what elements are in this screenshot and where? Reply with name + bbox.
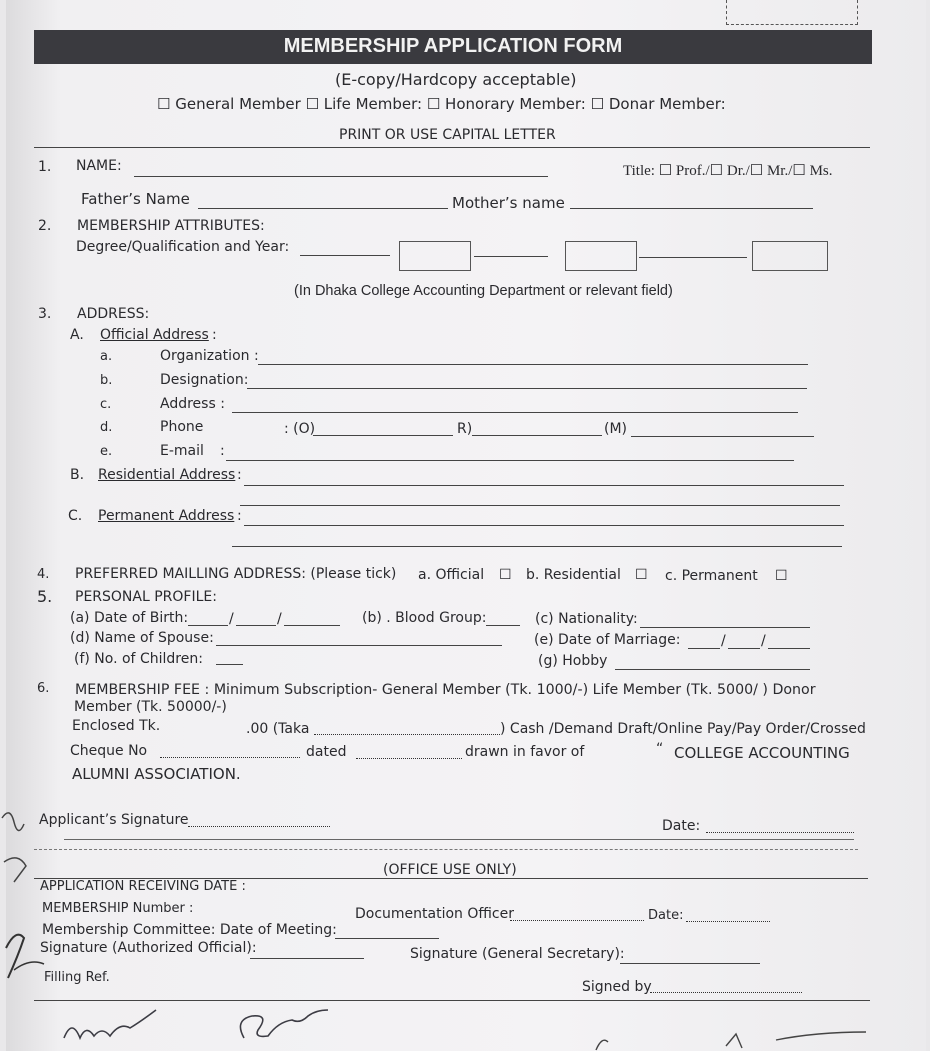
membership-number-label: MEMBERSHIP Number :: [42, 901, 194, 916]
cheque-number-field[interactable]: [160, 757, 300, 758]
item-letter: b.: [100, 373, 113, 388]
preferred-mailing-label: PREFERRED MAILLING ADDRESS: (Please tick): [75, 566, 397, 582]
phone-mobile-field[interactable]: [631, 436, 814, 437]
address-label: Address :: [160, 396, 225, 412]
form-subtitle: (E-copy/Hardcopy acceptable): [335, 70, 577, 89]
dob-day-field[interactable]: [188, 625, 228, 626]
photo-box: [726, 0, 858, 25]
phone-residence-label: R): [457, 421, 473, 437]
dob-year-field[interactable]: [284, 625, 340, 626]
colon: :: [237, 467, 242, 483]
degree-note: (In Dhaka College Accounting Department or relevant field): [294, 283, 673, 299]
colon: :: [237, 508, 242, 524]
dob-month-field[interactable]: [236, 625, 276, 626]
receiving-date-label: APPLICATION RECEIVING DATE :: [40, 879, 246, 894]
address-field[interactable]: [232, 412, 798, 413]
filing-ref-label: Filling Ref.: [44, 970, 110, 985]
office-date-label: Date:: [648, 908, 684, 923]
mailing-option-residential: b. Residential: [526, 567, 621, 583]
spouse-label: (d) Name of Spouse:: [70, 630, 214, 646]
residential-checkbox[interactable]: ☐: [635, 567, 648, 583]
permanent-address-field-2[interactable]: [232, 546, 842, 547]
residential-address-prefix: B.: [70, 467, 85, 483]
mailing-option-permanent: c. Permanent: [665, 568, 758, 584]
spouse-field[interactable]: [216, 645, 502, 646]
slash: /: [229, 611, 234, 627]
handwritten-marks: [0, 800, 930, 1051]
taka-label: .00 (Taka: [246, 721, 310, 737]
blood-group-field[interactable]: [486, 625, 520, 626]
marriage-date-label: (e) Date of Marriage:: [534, 632, 681, 648]
item-letter: a.: [100, 349, 113, 364]
section-number: 1.: [38, 159, 52, 175]
membership-attributes-heading: MEMBERSHIP ATTRIBUTES:: [77, 218, 265, 234]
taka-amount-field[interactable]: [314, 734, 500, 735]
item-letter: e.: [100, 444, 113, 459]
father-name-label: Father’s Name: [81, 190, 190, 208]
title-banner: [34, 30, 872, 64]
degree-field-3[interactable]: [639, 257, 747, 258]
open-quote: “: [656, 741, 664, 757]
general-secretary-signature-label: Signature (General Secretary):: [410, 946, 625, 962]
marriage-month-field[interactable]: [728, 648, 760, 649]
official-address-prefix: A.: [70, 327, 84, 343]
degree-label: Degree/Qualification and Year:: [76, 239, 290, 255]
enclosed-label: Enclosed Tk.: [72, 718, 161, 734]
name-field[interactable]: [134, 176, 548, 177]
slash: /: [761, 633, 766, 649]
form-title: MEMBERSHIP APPLICATION FORM: [283, 35, 623, 57]
authorized-signature-label: Signature (Authorized Official):: [40, 940, 257, 956]
blood-group-label: (b) . Blood Group:: [362, 610, 487, 626]
marriage-day-field[interactable]: [688, 648, 720, 649]
drawn-label: drawn in favor of: [465, 744, 585, 760]
permanent-address-field[interactable]: [244, 525, 844, 526]
applicant-signature-label: Applicant’s Signature: [39, 812, 189, 828]
membership-fee-text: MEMBERSHIP FEE : Minimum Subscription- General Member (Tk. 1000/-) Life Member (Tk. 5000/ ) Donor: [75, 682, 816, 698]
office-use-heading: (OFFICE USE ONLY): [383, 862, 517, 878]
residential-address-field[interactable]: [244, 485, 844, 486]
mother-name-label: Mother’s name: [452, 194, 565, 212]
nationality-field[interactable]: [640, 627, 810, 628]
signed-by-label: Signed by: [582, 979, 652, 995]
designation-label: Designation:: [160, 372, 249, 388]
personal-profile-heading: PERSONAL PROFILE:: [75, 589, 217, 605]
degree-field-1[interactable]: [300, 255, 390, 256]
nationality-label: (c) Nationality:: [535, 611, 638, 627]
divider: [34, 147, 870, 148]
residential-address-field-2[interactable]: [240, 505, 840, 506]
title-options[interactable]: Title: ☐ Prof./☐ Dr./☐ Mr./☐ Ms.: [623, 163, 833, 179]
phone-office-label: : (O): [284, 421, 316, 437]
signature-date-label: Date:: [662, 818, 701, 834]
marriage-year-field[interactable]: [768, 648, 810, 649]
membership-fee-text-2: Member (Tk. 50000/-): [74, 699, 227, 715]
section-number: 2.: [38, 218, 52, 234]
children-field[interactable]: [216, 664, 243, 665]
degree-year-box-3[interactable]: [752, 241, 828, 271]
residential-address-label: Residential Address: [98, 467, 236, 483]
phone-office-field[interactable]: [313, 435, 453, 436]
print-note: PRINT OR USE CAPITAL LETTER: [339, 127, 556, 143]
hobby-label: (g) Hobby: [538, 653, 608, 669]
dated-label: dated: [306, 744, 347, 760]
father-name-field[interactable]: [198, 208, 448, 209]
colon: :: [220, 443, 225, 459]
colon: :: [212, 327, 217, 343]
member-type-options[interactable]: ☐ General Member ☐ Life Member: ☐ Honorary Member: ☐ Donar Member:: [157, 95, 726, 113]
mailing-option-official: a. Official: [418, 567, 485, 583]
organization-label: Organization :: [160, 348, 259, 364]
permanent-address-label: Permanent Address: [98, 508, 235, 524]
section-number: 3.: [38, 306, 52, 322]
mother-name-field[interactable]: [570, 208, 813, 209]
official-address-heading: Official Address: [100, 327, 209, 343]
degree-year-box-2[interactable]: [565, 241, 637, 271]
permanent-address-prefix: C.: [68, 508, 83, 524]
slash: /: [721, 633, 726, 649]
phone-label: Phone: [160, 419, 204, 435]
organization-field[interactable]: [258, 364, 808, 365]
item-letter: c.: [100, 397, 112, 412]
children-label: (f) No. of Children:: [74, 651, 203, 667]
address-heading: ADDRESS:: [77, 306, 150, 322]
item-letter: d.: [100, 420, 113, 435]
alumni-association-text: ALUMNI ASSOCIATION.: [72, 765, 241, 783]
email-field[interactable]: [226, 460, 794, 461]
phone-residence-field[interactable]: [472, 435, 602, 436]
section-number: 6.: [37, 681, 50, 696]
designation-field[interactable]: [247, 388, 807, 389]
official-checkbox[interactable]: ☐: [499, 567, 512, 583]
payment-method-text: ) Cash /Demand Draft/Online Pay/Pay Order/Crossed: [500, 721, 866, 737]
section-number: 4.: [37, 567, 50, 582]
email-label: E-mail: [160, 443, 204, 459]
hobby-field[interactable]: [615, 669, 810, 670]
name-label: NAME:: [76, 158, 122, 174]
dob-label: (a) Date of Birth:: [70, 610, 189, 626]
committee-meeting-label: Membership Committee: Date of Meeting:: [42, 922, 337, 938]
permanent-checkbox[interactable]: ☐: [775, 568, 788, 584]
college-accounting-text: COLLEGE ACCOUNTING: [674, 744, 850, 762]
documentation-officer-label: Documentation Officer: [355, 906, 514, 922]
slash: /: [277, 611, 282, 627]
cheque-label: Cheque No: [70, 743, 148, 759]
cheque-date-field[interactable]: [356, 758, 462, 759]
section-number: 5.: [37, 587, 53, 606]
degree-year-box-1[interactable]: [399, 241, 471, 271]
phone-mobile-label: (M): [604, 421, 628, 437]
degree-field-2[interactable]: [474, 256, 548, 257]
